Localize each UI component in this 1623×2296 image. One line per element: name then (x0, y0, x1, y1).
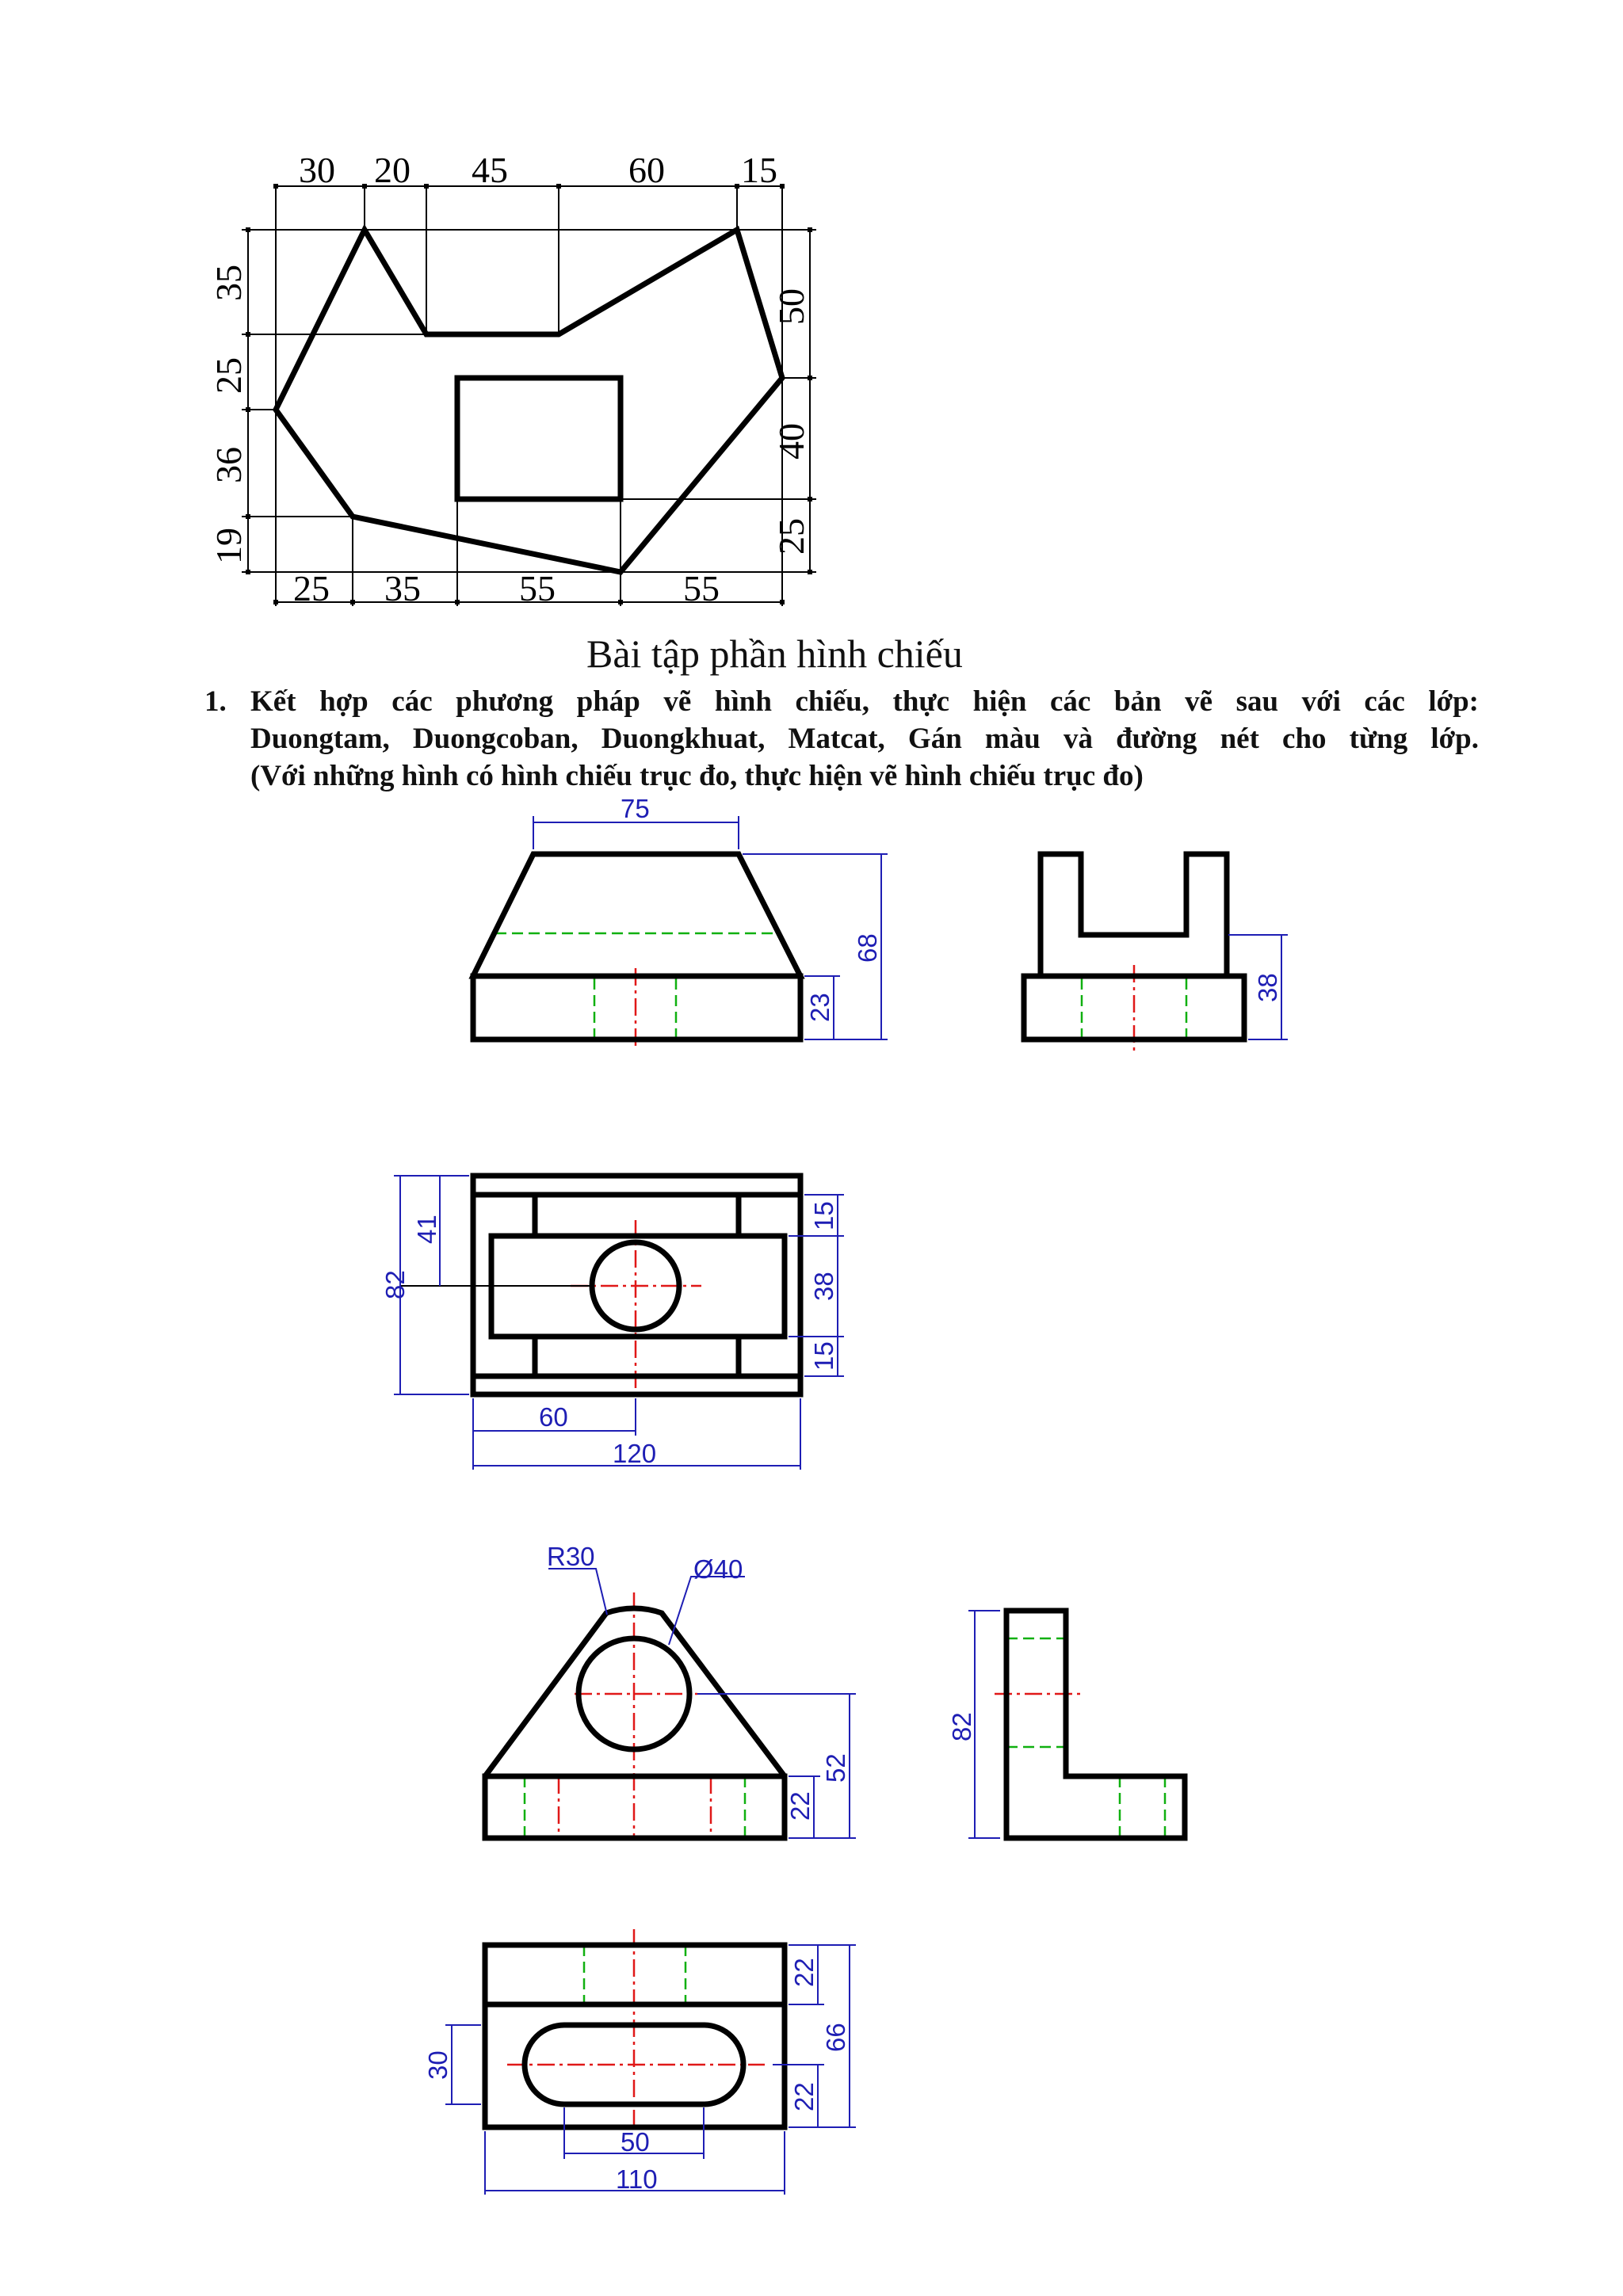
dim-15-bottom: 15 (809, 1341, 838, 1371)
inner-rectangle (457, 378, 621, 499)
dim-110: 110 (616, 2164, 658, 2194)
dim-right-40: 40 (771, 423, 812, 460)
instruction-line-2: Duongtam, Duongcoban, Duongkhuat, Matcat, Gán màu và đường nét cho từng lớp. (250, 723, 1479, 755)
extension-lines (242, 184, 816, 606)
dim-bottom-55b: 55 (683, 568, 720, 608)
dim-38-top: 38 (809, 1272, 838, 1301)
instruction-line-1: Kết hợp các phương pháp vẽ hình chiếu, thực hiện các bản vẽ sau với các lớp: (250, 685, 1479, 718)
dim-82-side: 82 (947, 1712, 976, 1741)
dim-68: 68 (853, 933, 882, 963)
dim-left-25: 25 (208, 357, 249, 394)
part2-top-view (423, 1929, 856, 2195)
dim-22-bottom: 22 (789, 2082, 819, 2111)
dim-top-30: 30 (299, 150, 335, 190)
dim-66: 66 (821, 2023, 850, 2052)
dim-50: 50 (621, 2127, 650, 2157)
dim-60: 60 (539, 1402, 568, 1432)
dim-dia40: Ø40 (693, 1554, 743, 1584)
part1-side-view (1024, 854, 1288, 1054)
dim-120: 120 (613, 1439, 657, 1468)
polygon-outline (276, 230, 782, 572)
part1-top-view (380, 1176, 844, 1470)
dim-left-35: 35 (208, 265, 249, 301)
part2-front-view (485, 1542, 856, 1838)
dim-bottom-25: 25 (293, 568, 330, 608)
dim-52: 52 (821, 1753, 850, 1783)
dim-23: 23 (805, 993, 834, 1022)
dim-bottom-35: 35 (384, 568, 421, 608)
figure-polygon (208, 150, 816, 608)
dim-top-20: 20 (374, 150, 411, 190)
instruction-number: 1. (204, 685, 227, 718)
dim-right-50: 50 (771, 288, 812, 325)
dim-15-top: 15 (809, 1201, 838, 1230)
part1-front-view (473, 794, 888, 1050)
dim-left-19: 19 (208, 528, 249, 564)
instruction-block (204, 683, 1479, 795)
section-title: Bài tập phần hình chiếu (586, 631, 963, 676)
dim-75: 75 (621, 794, 650, 823)
dim-41: 41 (412, 1215, 441, 1244)
instruction-text (204, 683, 1479, 795)
instruction-line-3: (Với những hình có hình chiếu trục đo, thực hiện vẽ hình chiếu trục đo) (250, 760, 1144, 792)
dim-top-15: 15 (741, 150, 777, 190)
dim-top-60: 60 (628, 150, 665, 190)
dim-top-45: 45 (472, 150, 508, 190)
dim-82: 82 (380, 1270, 410, 1299)
dimension-ticks (246, 184, 812, 605)
dim-38-side: 38 (1253, 973, 1282, 1002)
dim-22-top: 22 (789, 1958, 819, 1987)
dim-30: 30 (423, 2050, 453, 2080)
dim-bottom-55a: 55 (519, 568, 556, 608)
dim-22-front: 22 (785, 1791, 815, 1821)
dim-right-25: 25 (771, 518, 812, 555)
part2-side-view (947, 1611, 1185, 1838)
dim-left-36: 36 (208, 447, 249, 483)
dim-r30: R30 (547, 1542, 595, 1571)
